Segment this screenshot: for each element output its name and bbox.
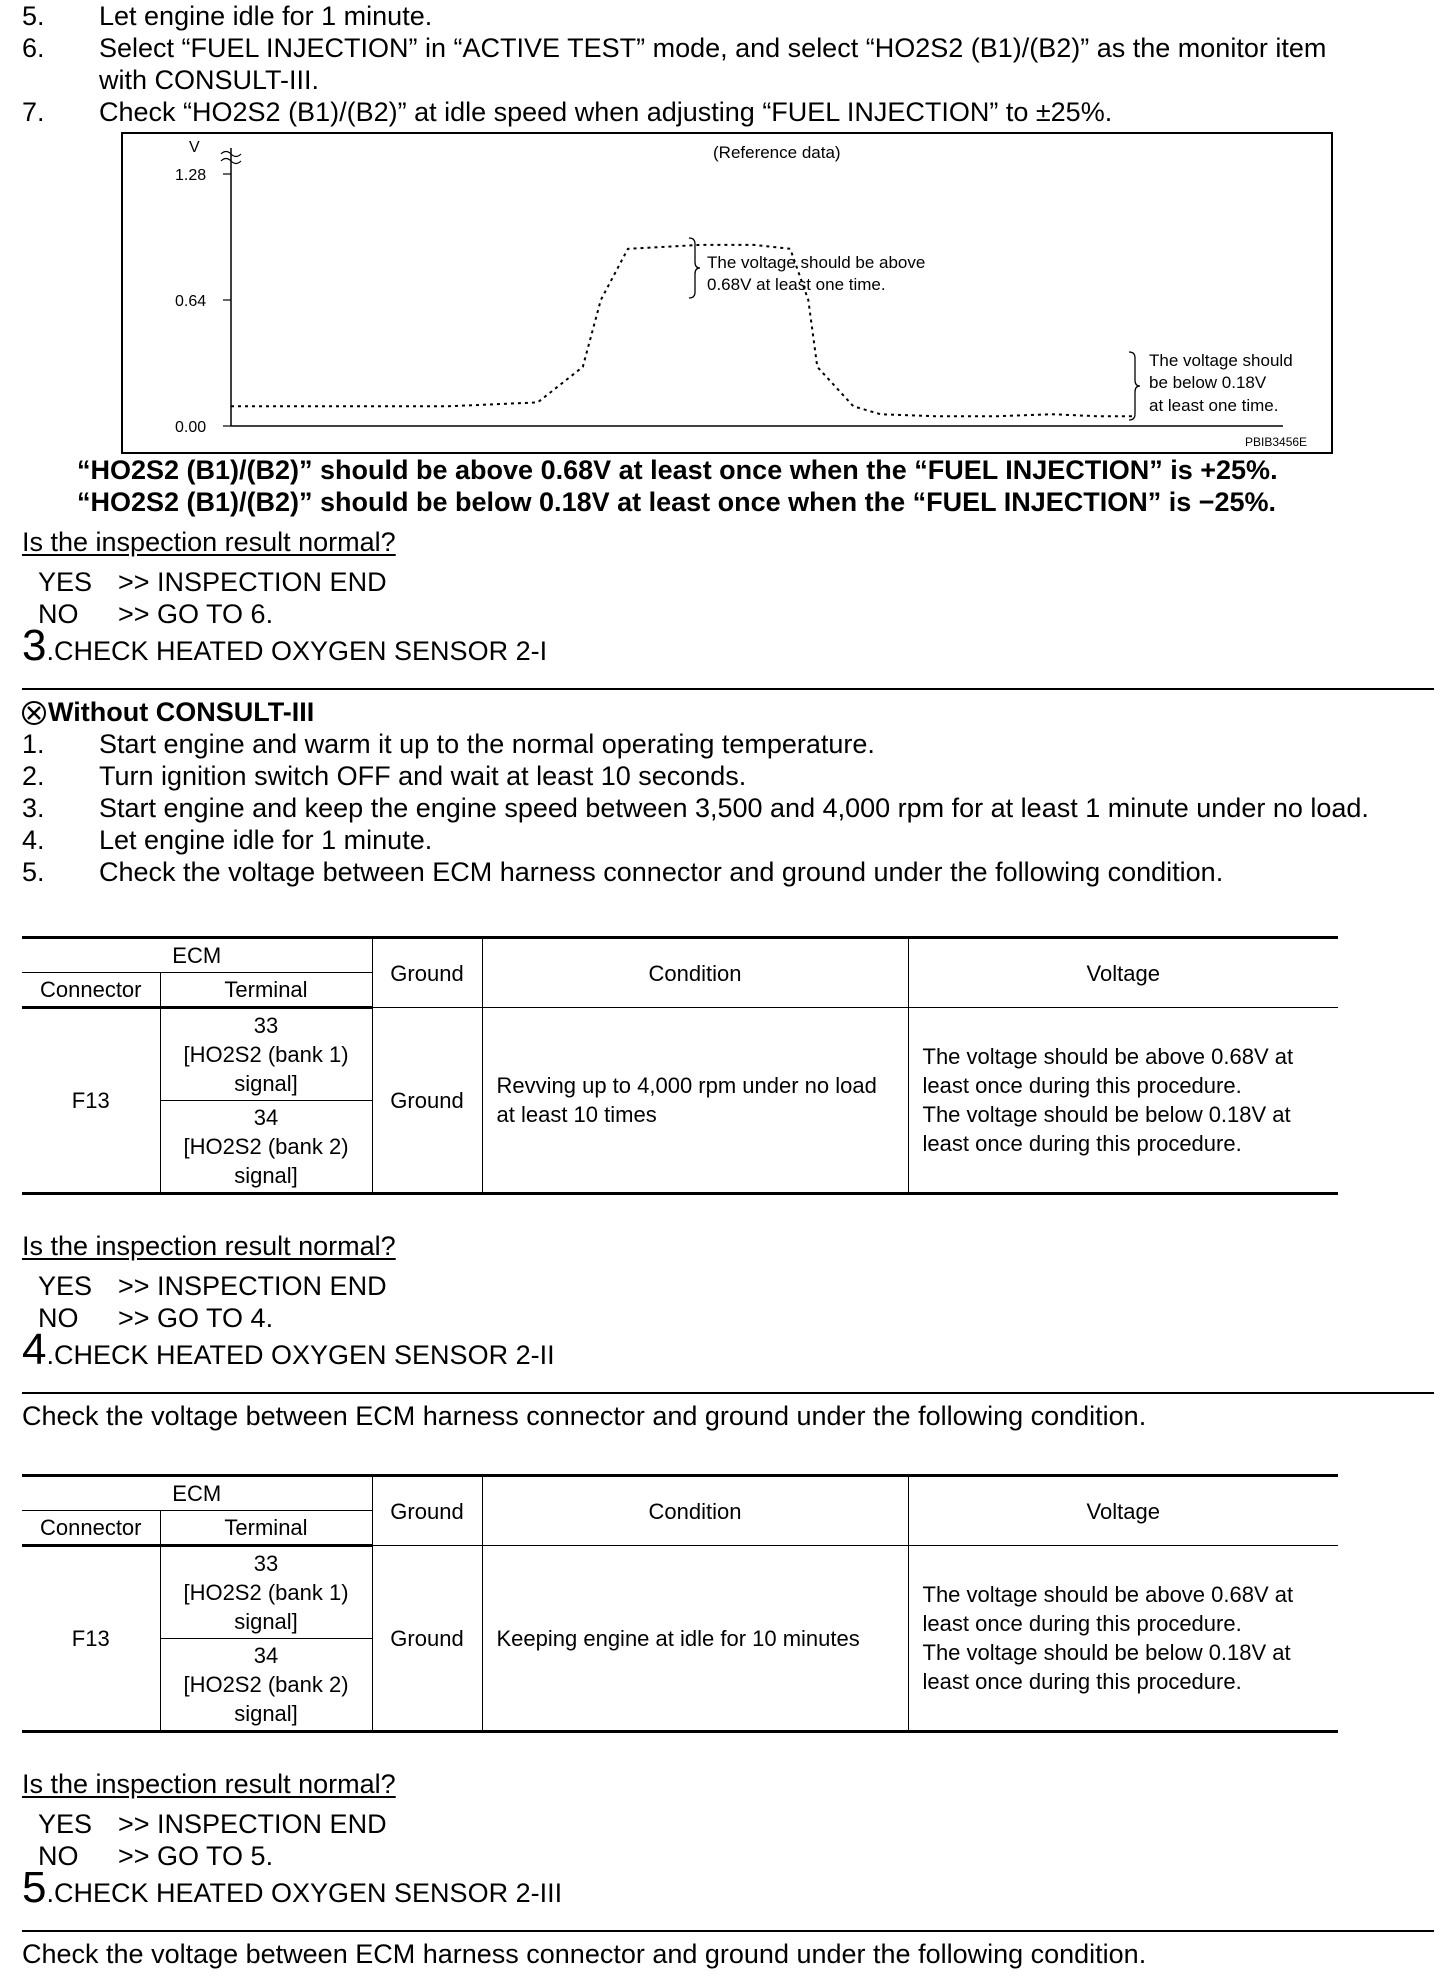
- answer-no: [38, 598, 273, 630]
- terminal-number: 34: [253, 1643, 279, 1668]
- series-line: [231, 245, 1133, 416]
- intro-step-5: [22, 0, 1452, 32]
- cell-terminal-33: [160, 1008, 372, 1101]
- condition-line1: Revving up to 4,000 rpm under no load: [496, 1073, 877, 1098]
- step-title: .CHECK HEATED OXYGEN SENSOR 2-I: [46, 636, 548, 666]
- no-label: NO: [38, 599, 79, 629]
- step-4-text: Check the voltage between ECM harness connector and ground under the following condition.: [22, 1401, 1147, 1431]
- voltage-line3: The voltage should be below 0.18V at: [922, 1640, 1291, 1665]
- ecm-table-idle: [22, 1474, 1338, 1733]
- intro-step-7: [22, 96, 1452, 128]
- inspection-question: Is the inspection result normal?: [22, 527, 396, 557]
- annotation-bracket-high: [689, 238, 700, 298]
- terminal-desc: [HO2S2 (bank 1): [183, 1042, 349, 1067]
- reference-chart: [121, 132, 1333, 454]
- y-tick-label: 0.64: [175, 293, 207, 310]
- step-number: 5.: [22, 857, 45, 887]
- y-tick-label: 0.00: [175, 419, 207, 436]
- step-text: Select “FUEL INJECTION” in “ACTIVE TEST” mode, and select “HO2S2 (B1)/(B2)” as the monitor item: [99, 33, 1327, 63]
- terminal-desc-cont: signal]: [234, 1609, 298, 1634]
- answer-no: [38, 1840, 273, 1872]
- voltage-chart-svg: [123, 134, 1331, 452]
- terminal-desc: [HO2S2 (bank 2): [183, 1134, 349, 1159]
- step-number: 5: [22, 1863, 47, 1912]
- divider: [22, 1392, 1434, 1394]
- cell-terminal-34: [160, 1639, 372, 1732]
- cell-terminal-33: [160, 1546, 372, 1639]
- step-text: Start engine and keep the engine speed between 3,500 and 4,000 rpm for at least 1 minute under no load.: [99, 793, 1369, 823]
- step-text: Check “HO2S2 (B1)/(B2)” at idle speed when adjusting “FUEL INJECTION” to ±25%.: [99, 97, 1113, 127]
- step-text: Turn ignition switch OFF and wait at least 10 seconds.: [99, 761, 747, 791]
- header-ecm: ECM: [22, 1476, 372, 1511]
- header-condition: Condition: [482, 938, 908, 1008]
- condition-line2: at least 10 times: [496, 1102, 657, 1127]
- step-text: Let engine idle for 1 minute.: [99, 825, 433, 855]
- annotation-low-line1: The voltage should: [1149, 351, 1293, 370]
- cell-voltage: [908, 1008, 1338, 1194]
- without-consult-heading: [22, 696, 314, 728]
- bold-note-high: “HO2S2 (B1)/(B2)” should be above 0.68V at least once when the “FUEL INJECTION” is +25%.: [77, 455, 1278, 485]
- cell-ground: Ground: [372, 1546, 482, 1732]
- answer-yes: [38, 566, 387, 598]
- no-action: >> GO TO 4.: [118, 1303, 274, 1333]
- annotation-bracket-low: [1129, 352, 1140, 420]
- answer-no: [38, 1302, 273, 1334]
- terminal-number: 33: [253, 1013, 279, 1038]
- header-connector: Connector: [22, 1511, 160, 1546]
- voltage-line1: The voltage should be above 0.68V at: [922, 1044, 1294, 1069]
- answer-yes: [38, 1808, 387, 1840]
- inspection-question: Is the inspection result normal?: [22, 1231, 396, 1261]
- header-ground: Ground: [372, 1476, 482, 1546]
- terminal-desc: [HO2S2 (bank 2): [183, 1672, 349, 1697]
- terminal-number: 33: [253, 1551, 279, 1576]
- step-number: 1.: [22, 729, 45, 759]
- cell-connector: F13: [22, 1008, 160, 1194]
- yes-label: YES: [38, 1809, 93, 1839]
- terminal-desc-cont: signal]: [234, 1071, 298, 1096]
- header-connector: Connector: [22, 973, 160, 1008]
- cell-condition: [482, 1008, 908, 1194]
- without-label: Without CONSULT-III: [48, 697, 315, 727]
- divider: [22, 688, 1434, 690]
- step-number: 4: [22, 1325, 47, 1374]
- voltage-line1: The voltage should be above 0.68V at: [922, 1582, 1294, 1607]
- step3-item-2: [22, 760, 1452, 792]
- step-text: Check the voltage between ECM harness connector and ground under the following condition.: [99, 857, 1224, 887]
- cell-terminal-34: [160, 1101, 372, 1194]
- y-axis-label: V: [189, 139, 200, 156]
- cell-voltage: [908, 1546, 1338, 1732]
- yes-label: YES: [38, 1271, 93, 1301]
- header-ecm: ECM: [22, 938, 372, 973]
- y-tick-label: 1.28: [175, 167, 207, 184]
- step-5-text: Check the voltage between ECM harness connector and ground under the following condition.: [22, 1939, 1147, 1969]
- ecm-table-revving: [22, 936, 1338, 1195]
- step-number: 2.: [22, 761, 45, 791]
- header-condition: Condition: [482, 1476, 908, 1546]
- step-number: 3.: [22, 793, 45, 823]
- step-text: Start engine and warm it up to the normal operating temperature.: [99, 729, 875, 759]
- voltage-trace: [231, 245, 1133, 416]
- terminal-desc: [HO2S2 (bank 1): [183, 1580, 349, 1605]
- yes-action: >> INSPECTION END: [118, 1809, 387, 1839]
- annotation-low-line3: at least one time.: [1149, 396, 1279, 415]
- step-number: 3: [22, 621, 47, 670]
- step-number: 5.: [22, 1, 45, 31]
- yes-action: >> INSPECTION END: [118, 1271, 387, 1301]
- terminal-number: 34: [253, 1105, 279, 1130]
- cell-connector: F13: [22, 1546, 160, 1732]
- yes-label: YES: [38, 567, 93, 597]
- cell-condition: [482, 1546, 908, 1732]
- step-number: 7.: [22, 97, 45, 127]
- step3-item-3: [22, 792, 1452, 824]
- terminal-desc-cont: signal]: [234, 1163, 298, 1188]
- header-voltage: Voltage: [908, 938, 1338, 1008]
- header-voltage: Voltage: [908, 1476, 1338, 1546]
- annotation-low-line2: be below 0.18V: [1149, 373, 1267, 392]
- step-4-heading: [22, 1325, 555, 1374]
- figure-id: PBIB3456E: [1245, 435, 1308, 449]
- divider: [22, 1930, 1434, 1932]
- step-text: with CONSULT-III.: [99, 65, 320, 95]
- step-text: Let engine idle for 1 minute.: [99, 1, 433, 31]
- no-action: >> GO TO 6.: [118, 599, 274, 629]
- intro-step-6: [22, 32, 1452, 64]
- no-action: >> GO TO 5.: [118, 1841, 274, 1871]
- step3-item-4: [22, 824, 1452, 856]
- chart-title: (Reference data): [713, 143, 841, 162]
- step-title: .CHECK HEATED OXYGEN SENSOR 2-II: [46, 1340, 555, 1370]
- yes-action: >> INSPECTION END: [118, 567, 387, 597]
- step-3-heading: [22, 621, 548, 670]
- step3-item-1: [22, 728, 1452, 760]
- step-title: .CHECK HEATED OXYGEN SENSOR 2-III: [46, 1878, 563, 1908]
- inspection-question: Is the inspection result normal?: [22, 1769, 396, 1799]
- step-5-heading: [22, 1863, 563, 1912]
- no-label: NO: [38, 1303, 79, 1333]
- annotation-high-line2: 0.68V at least one time.: [707, 275, 886, 294]
- voltage-line3: The voltage should be below 0.18V at: [922, 1102, 1291, 1127]
- condition-line1: Keeping engine at idle for 10 minutes: [496, 1625, 860, 1651]
- voltage-line2: least once during this procedure.: [922, 1073, 1242, 1098]
- header-ground: Ground: [372, 938, 482, 1008]
- no-consult-icon: [22, 701, 46, 725]
- step-number: 4.: [22, 825, 45, 855]
- step-number: 6.: [22, 33, 45, 63]
- voltage-line4: least once during this procedure.: [922, 1131, 1242, 1156]
- no-label: NO: [38, 1841, 79, 1871]
- terminal-desc-cont: signal]: [234, 1701, 298, 1726]
- voltage-line2: least once during this procedure.: [922, 1611, 1242, 1636]
- step3-item-5: [22, 856, 1452, 888]
- bold-note-low: “HO2S2 (B1)/(B2)” should be below 0.18V at least once when the “FUEL INJECTION” is −25%.: [77, 487, 1277, 517]
- intro-step-6-cont: [22, 64, 1452, 96]
- cell-ground: Ground: [372, 1008, 482, 1194]
- header-terminal: Terminal: [160, 1511, 372, 1546]
- answer-yes: [38, 1270, 387, 1302]
- voltage-line4: least once during this procedure.: [922, 1669, 1242, 1694]
- annotation-high-line1: The voltage should be above: [707, 253, 926, 272]
- header-terminal: Terminal: [160, 973, 372, 1008]
